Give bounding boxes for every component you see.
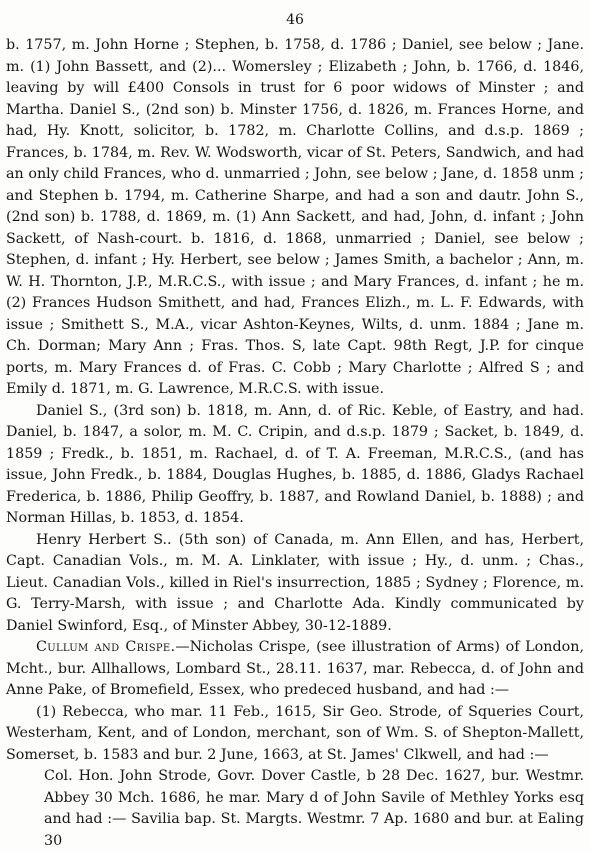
paragraph-cullum-and-crispe [6, 637, 584, 702]
page-number: 46 [286, 12, 304, 28]
paragraph-rebecca: (1) Rebecca, who mar. 11 Feb., 1615, Sir Geo. Strode, of Squeries Court, Westerham, Kent, and of London, merchant, son of Wm. S. of Shepton-Mallett, Somerset, b. 1583 and bur. 2 June, 1663, at St. James' Clkwell, and had :— [6, 703, 584, 763]
section-heading: Cullum and Crispe. [36, 639, 176, 655]
paragraph-daniel-s: Daniel S., (3rd son) b. 1818, m. Ann, d. of Ric. Keble, of Eastry, and had. Daniel, b. 1847, a solor, m. M. C. Cripin, and d.s.p. 1879 ; Sacket, b. 1849, d. 1859 ; Fredk., b. 1851, m. Rachael, d. of T. A. Freeman, M.R.C.S., (and has issue, John Fredk., b. 1884, Douglas Hughes, b. 1885, d. 1886, Gladys Rachael Frederica, b. 1886, Philip Geoffry, b. 1887, and Rowland Daniel, b. 1888) ; and Norman Hillas, b. 1853, d. 1854. [6, 402, 584, 526]
section-heading-text: —Nicholas Crispe, (see illustration of Arms) of London, Mcht., bur. Allhallows, Lombard St., 28.11. 1637, mar. Rebecca, d. of John and Anne Pake, of Bromefield, Essex, who predeced husband, and had :— [6, 639, 585, 698]
paragraph-john-strode: Col. Hon. John Strode, Govr. Dover Castle, b 28 Dec. 1627, bur. Westmr. Abbey 30 Mch. 1686, he mar. Mary d of John Savile of Methley Yorks esq and had :— Savilia bap. St. Margts. Westmr. 7 Ap. 1680 and bur. at Ealing 30 [44, 768, 584, 849]
paragraph-henry-herbert-s: Henry Herbert S.. (5th son) of Canada, m. Ann Ellen, and has, Herbert, Capt. Canadian Vols., m. M. A. Linklater, with issue ; Hy., d. unm. ; Chas., Lieut. Canadian Vols., killed in Riel's insurrection, 1885 ; Sydney ; Florence, m. G. Terry-Marsh, with issue ; and Charlotte Ada. Kindly communicated by Daniel Swinford, Esq., of Minster Abbey, 30-12-1889. [6, 531, 584, 634]
paragraph-swinford-family: b. 1757, m. John Horne ; Stephen, b. 1758, d. 1786 ; Daniel, see below ; Jane. m. (1) John Bassett, and (2)... Womersley ; Elizabeth ; John, b. 1766, d. 1846, leaving by will £400 Consols in trust for 6 poor widows of Minster ; and Martha. Daniel S., (2nd son) b. Minster 1756, d. 1826, m. Frances Horne, and had, Hy. Knott, solicitor, b. 1782, m. Charlotte Collins, and d.s.p. 1869 ; Frances, b. 1784, m. Rev. W. Wodsworth, vicar of St. Peters, Sandwich, and had an only child Frances, who d. unmarried ; John, see below ; Jane, d. 1858 unm ; and Stephen b. 1794, m. Catherine Sharpe, and had a son and dautr. John S., (2nd son) b. 1788, d. 1869, m. (1) Ann Sackett, and had, John, d. infant ; John Sackett, of Nash-court. b. 1816, d. 1868, unmarried ; Daniel, see below ; Stephen, d. infant ; Hy. Herbert, see below ; James Smith, a bachelor ; Ann, m. W. H. Thornton, J.P., M.R.C.S., with issue ; and Mary Frances, d. infant ; he m. (2) Frances Hudson Smithett, and had, Frances Elizh., m. L. F. Edwards, with issue ; Smithett S., M.A., vicar Ashton-Keynes, Wilts, d. unm. 1884 ; Jane m. Ch. Dorman; Mary Ann ; Fras. Thos. S, late Capt. 98th Regt, J.P. for cinque ports, m. Mary Frances d. of Fras. C. Cobb ; Mary Charlotte ; Alfred S ; and Emily d. 1871, m. G. Lawrence, M.R.C.S. with issue. [6, 37, 584, 397]
body-text [6, 35, 584, 852]
